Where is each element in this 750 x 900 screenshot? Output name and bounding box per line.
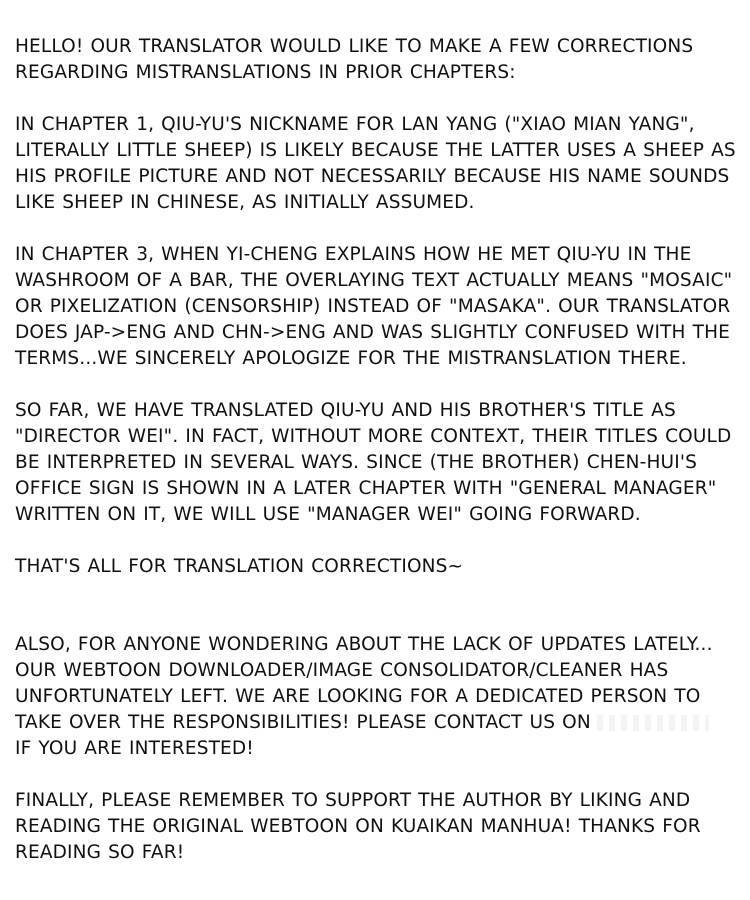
text-line: READING SO FAR!	[15, 842, 185, 863]
paragraph-spacer	[15, 762, 745, 788]
text-line: BE INTERPRETED IN SEVERAL WAYS. SINCE (THE BROTHER) CHEN-HUI'S	[15, 452, 697, 473]
text-line: SO FAR, WE HAVE TRANSLATED QIU-YU AND HIS BROTHER'S TITLE AS	[15, 400, 676, 421]
text-line: LITERALLY LITTLE SHEEP) IS LIKELY BECAUSE THE LATTER USES A SHEEP AS	[15, 140, 736, 161]
text-line: OFFICE SIGN IS SHOWN IN A LATER CHAPTER WITH "GENERAL MANAGER"	[15, 478, 717, 499]
text-line: OUR WEBTOON DOWNLOADER/IMAGE CONSOLIDATOR/CLEANER HAS	[15, 660, 669, 681]
text-line: REGARDING MISTRANSLATIONS IN PRIOR CHAPTERS:	[15, 62, 516, 83]
redacted-contact	[597, 715, 709, 731]
chapter1-correction-paragraph	[15, 112, 745, 216]
corrections-end-paragraph	[15, 554, 745, 580]
contact-line	[15, 710, 745, 736]
text-line: LIKE SHEEP IN CHINESE, AS INITIALLY ASSUMED.	[15, 192, 475, 213]
text-line: WASHROOM OF A BAR, THE OVERLAYING TEXT ACTUALLY MEANS "MOSAIC"	[15, 270, 733, 291]
text-line: FINALLY, PLEASE REMEMBER TO SUPPORT THE AUTHOR BY LIKING AND	[15, 790, 691, 811]
text-line: READING THE ORIGINAL WEBTOON ON KUAIKAN MANHUA! THANKS FOR	[15, 816, 701, 837]
paragraph-spacer	[15, 216, 745, 242]
text-line: "DIRECTOR WEI". IN FACT, WITHOUT MORE CONTEXT, THEIR TITLES COULD	[15, 426, 732, 447]
text-line: HIS PROFILE PICTURE AND NOT NECESSARILY BECAUSE HIS NAME SOUNDS	[15, 166, 730, 187]
text-line: ALSO, FOR ANYONE WONDERING ABOUT THE LACK OF UPDATES LATELY...	[15, 634, 713, 655]
text-line: WRITTEN ON IT, WE WILL USE "MANAGER WEI" GOING FORWARD.	[15, 504, 641, 525]
titles-correction-paragraph	[15, 398, 745, 528]
paragraph-spacer	[15, 86, 745, 112]
text-line: TERMS...WE SINCERELY APOLOGIZE FOR THE MISTRANSLATION THERE.	[15, 348, 687, 369]
text-line: DOES JAP->ENG AND CHN->ENG AND WAS SLIGHTLY CONFUSED WITH THE	[15, 322, 730, 343]
paragraph-spacer	[15, 528, 745, 554]
translation-notice	[15, 34, 745, 866]
recruitment-paragraph	[15, 632, 745, 762]
chapter3-correction-paragraph	[15, 242, 745, 372]
closing-paragraph	[15, 788, 745, 866]
intro-paragraph	[15, 34, 745, 86]
section-spacer	[15, 580, 745, 632]
text-line: OR PIXELIZATION (CENSORSHIP) INSTEAD OF "MASAKA". OUR TRANSLATOR	[15, 296, 731, 317]
text-line: IF YOU ARE INTERESTED!	[15, 738, 254, 759]
text-line: IN CHAPTER 3, WHEN YI-CHENG EXPLAINS HOW HE MET QIU-YU IN THE	[15, 244, 692, 265]
text-line: IN CHAPTER 1, QIU-YU'S NICKNAME FOR LAN YANG ("XIAO MIAN YANG",	[15, 114, 695, 135]
paragraph-spacer	[15, 372, 745, 398]
text-line: THAT'S ALL FOR TRANSLATION CORRECTIONS~	[15, 556, 464, 577]
text-line: HELLO! OUR TRANSLATOR WOULD LIKE TO MAKE A FEW CORRECTIONS	[15, 36, 694, 57]
text-line: UNFORTUNATELY LEFT. WE ARE LOOKING FOR A DEDICATED PERSON TO	[15, 686, 701, 707]
text-line: TAKE OVER THE RESPONSIBILITIES! PLEASE CONTACT US ON	[15, 712, 591, 733]
